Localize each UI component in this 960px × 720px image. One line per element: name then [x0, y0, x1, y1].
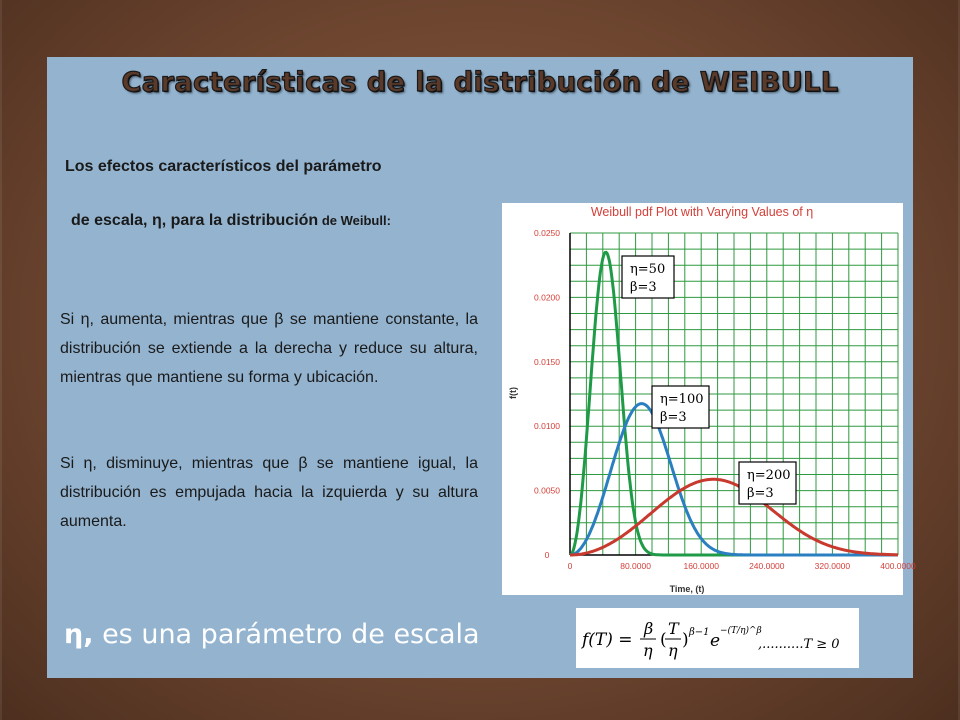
y-tick-label: 0.0150 [534, 356, 560, 367]
formula-paren-open: ( [660, 630, 667, 650]
frame-line-left [0, 0, 2, 720]
weibull-pdf-chart [502, 203, 916, 595]
y-tick-label: 0.0050 [534, 485, 560, 496]
intro-line-2-main: de escala, η, para la distribución [71, 212, 319, 229]
y-tick-label: 0 [544, 550, 550, 560]
intro-line-1: Los efectos característicos del parámetro [65, 158, 382, 175]
formula-frac2-den: η [668, 641, 678, 660]
y-tick-label: 0.0250 [534, 228, 560, 238]
intro-line-2-small: de Weibull: [318, 213, 391, 228]
legend-label: β=3 [747, 486, 774, 501]
formula-e: e [710, 631, 721, 651]
x-axis-label: Time, (t) [669, 584, 705, 594]
scale-symbol: η, [64, 619, 94, 650]
legend-label: η=100 [660, 392, 704, 407]
x-tick-label: 320.0000 [814, 561, 851, 571]
formula-frac2-num: T [668, 619, 679, 638]
x-tick-label: 400.0000 [880, 561, 916, 571]
formula-condition: ,..........T ≥ 0 [758, 637, 840, 652]
x-tick-label: 0 [567, 561, 573, 571]
chart-title: Weibull pdf Plot with Varying Values of η [590, 205, 814, 219]
slide-title: Características de la distribución de WEIBULL [121, 67, 839, 98]
y-tick-label: 0.0200 [534, 292, 560, 303]
formula-frac1-den: η [643, 641, 653, 660]
formula-lhs: f(T) = [582, 630, 633, 650]
formula-power: β−1 [689, 627, 710, 638]
paragraph-eta-increase: Si η, aumenta, mientras que β se mantiene constante, la distribución se extiende a la derecha y reduce su altura, mientras que mantiene su forma y ubicación. [60, 311, 478, 386]
intro-line-2 [71, 212, 391, 230]
formula-paren-close: ) [682, 630, 689, 650]
y-tick-label: 0.0100 [534, 421, 560, 432]
paragraph-eta-decrease: Si η, disminuye, mientras que β se mantiene igual, la distribución es empujada hacia la izquierda y su altura aumenta. [60, 455, 478, 530]
formula-exponent: −(T/η)^β [720, 626, 762, 636]
legend-label: β=3 [630, 280, 657, 295]
x-tick-label: 80.0000 [620, 561, 651, 571]
scale-text: es una parámetro de escala [93, 619, 480, 650]
legend-label: β=3 [660, 410, 687, 425]
legend-label: η=200 [747, 468, 791, 483]
y-axis-label: f(t) [508, 387, 518, 399]
x-tick-label: 160.0000 [683, 561, 719, 571]
slide-panel [47, 57, 916, 678]
formula-frac1-num: β [644, 619, 654, 638]
weibull-formula [576, 608, 859, 668]
scale-parameter-caption [64, 619, 480, 650]
legend-label: η=50 [630, 262, 666, 277]
weibull-chart-panel [502, 203, 916, 595]
x-tick-label: 240.0000 [749, 561, 785, 571]
formula-svg [576, 608, 859, 668]
